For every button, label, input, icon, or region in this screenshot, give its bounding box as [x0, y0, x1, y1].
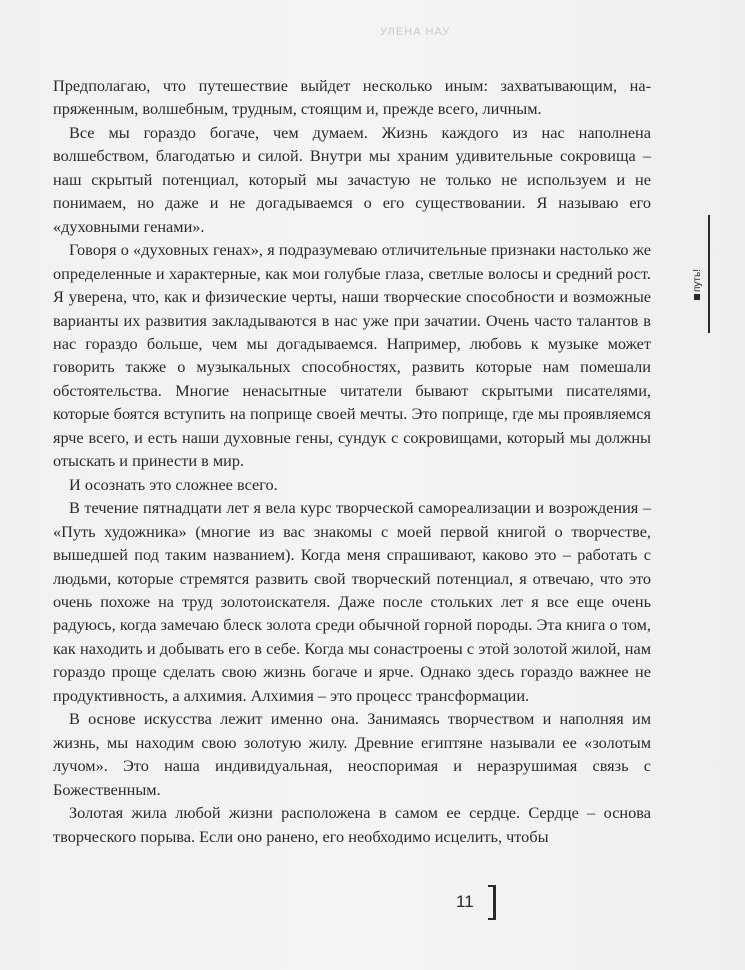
paragraph: В течение пятнадцати лет я вела курс творческой самореализации и возрождения – «Путь художника» (многие из вас знакомы с моей первой книгой о творчестве, вышедшей под таким названием). Когда меня спрашивают, каково это – работать с людьми, которые стремятся развить свой творческий потенциал, я отвечаю, что это очень похоже на труд золотоискателя. Даже после стольких лет я все еще очень радуюсь, когда замечаю блеск золота среди обычной горной породы. Эта книга о том, как находить и добывать его в себе. Когда мы сонастроены с этой золотой жилой, нам гораздо проще сделать свою жизнь богаче и ярче. Однако здесь гораздо важнее не продуктивность, а алхимия. Алхимия – это процесс трансформации.	[53, 498, 651, 705]
paragraph: Говоря о «духовных генах», я подразумеваю отличительные признаки настолько же определенные и характерные, как мои голубые глаза, светлые волосы и средний рост. Я уверена, что, как и физические черты, наши творческие способности и возможные варианты их развития закладываются в нас уже при зачатии. Очень часто талантов в нас гораздо больше, чем мы догадываемся. Например, любовь к музыке может говорить также о музыкальных способностях, развить которые нам помешали обстоятельства. Многие ненасытные читатели бывают скрытыми писателями, которые боятся вступить на поприще своей мечты. Это поприще, где мы проявляемся ярче всего, и есть наши духовные гены, сундук с сокровищами, который мы должны отыскать и принести в мир.	[53, 240, 651, 471]
page-number: 11	[456, 892, 474, 911]
paragraph: Золотая жила любой жизни расположена в самом ее сердце. Сердце – основа творческого порыва. Если оно ранено, его необходимо исцелить, чтобы	[53, 803, 651, 846]
paragraph: И осознать это сложнее всего.	[69, 474, 278, 494]
paragraph: В основе искусства лежит именно она. Занимаясь творчеством и наполняя им жизнь, мы находим свою золотую жилу. Древние египтяне называли ее «золотым лучом». Это наша индивидуальная, неоспоримая и неразрушимая связь с Божественным.	[53, 709, 651, 799]
paragraph: Все мы гораздо богаче, чем думаем. Жизнь каждого из нас наполнена волшебством, благодатью и силой. Внутри мы храним удивительные сокровища – наш скрытый потенциал, который мы зачастую не только не используем и не понимаем, но даже и не догадываемся о его существовании. Я называю его «духовными генами».	[53, 122, 651, 236]
paragraph: Предполагаю, что путешествие выйдет несколько иным: захватывающим, напряженным, волшебным, трудным, стоящим и, прежде всего, личным.	[53, 76, 651, 119]
chapter-tab	[692, 269, 703, 300]
chapter-tab-label: путь!	[692, 269, 703, 292]
page-number-bracket	[488, 885, 496, 920]
square-bullet-icon	[694, 294, 700, 300]
body-text	[53, 74, 651, 848]
running-head: УЛЕНА НАУ	[380, 26, 451, 38]
